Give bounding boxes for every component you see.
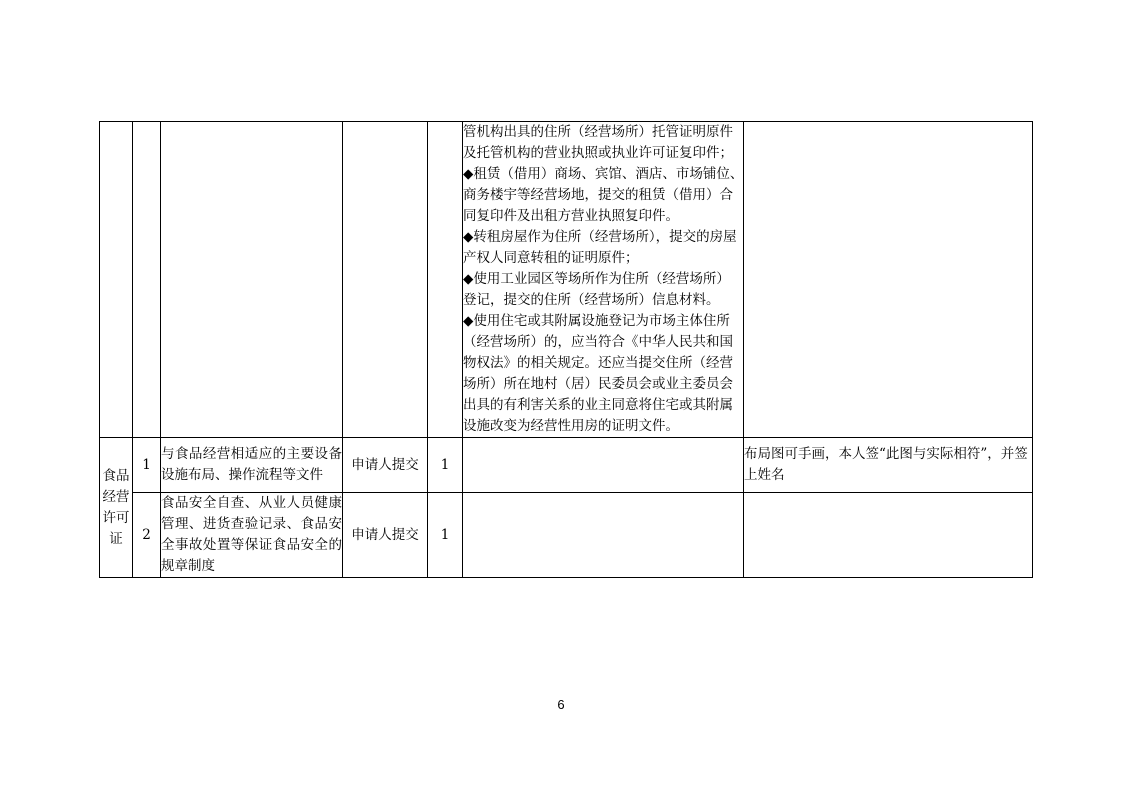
requirement-line: 商务楼宇等经营场地，提交的租赁（借用）合 xyxy=(463,187,733,203)
requirement-line: 产权人同意转租的证明原件； xyxy=(463,250,639,266)
requirement-cell-continued xyxy=(463,122,744,438)
category-cell-empty xyxy=(100,122,133,438)
note-cell-empty xyxy=(744,122,1033,438)
source-cell-empty xyxy=(343,122,428,438)
copy-count: 1 xyxy=(428,493,463,578)
requirement-line: 同复印件及出租方营业执照复印件。 xyxy=(463,208,679,224)
table-row-continued xyxy=(100,122,1033,438)
row-number: 1 xyxy=(133,438,161,493)
requirement-line: 登记，提交的住所（经营场所）信息材料。 xyxy=(463,292,720,308)
count-cell-empty xyxy=(428,122,463,438)
requirement-cell xyxy=(463,438,744,493)
requirement-line: ◆使用住宅或其附属设施登记为市场主体住所 xyxy=(463,313,730,329)
row-number: 2 xyxy=(133,493,161,578)
requirement-line: 设施改变为经营性用房的证明文件。 xyxy=(463,418,679,434)
table-row xyxy=(100,438,1033,493)
category-line: 许可 xyxy=(102,509,130,526)
material-source: 申请人提交 xyxy=(343,438,428,493)
requirement-line: ◆转租房屋作为住所（经营场所），提交的房屋 xyxy=(463,229,737,245)
table-row xyxy=(100,493,1033,578)
requirement-cell xyxy=(463,493,744,578)
material-source: 申请人提交 xyxy=(343,493,428,578)
category-cell xyxy=(100,438,133,578)
note-cell: 布局图可手画，本人签“此图与实际相符”，并签上姓名 xyxy=(744,438,1033,493)
category-line: 证 xyxy=(109,530,123,547)
requirement-line: 场所）所在地村（居）民委员会或业主委员会 xyxy=(463,376,733,392)
requirement-line: （经营场所）的，应当符合《中华人民共和国 xyxy=(463,334,733,350)
note-cell xyxy=(744,493,1033,578)
copy-count: 1 xyxy=(428,438,463,493)
requirement-line: ◆租赁（借用）商场、宾馆、酒店、市场铺位、 xyxy=(463,166,744,182)
materials-table xyxy=(99,121,1033,578)
requirement-line: 及托管机构的营业执照或执业许可证复印件； xyxy=(463,145,733,161)
material-cell-empty xyxy=(161,122,343,438)
requirement-line: 管机构出具的住所（经营场所）托管证明原件 xyxy=(463,124,733,140)
category-line: 经营 xyxy=(102,488,130,505)
requirement-line: ◆使用工业园区等场所作为住所（经营场所） xyxy=(463,271,730,287)
requirement-line: 出具的有利害关系的业主同意将住宅或其附属 xyxy=(463,397,733,413)
material-name: 与食品经营相适应的主要设备设施布局、操作流程等文件 xyxy=(161,438,343,493)
page-number: 6 xyxy=(557,697,565,712)
category-line: 食品 xyxy=(102,467,130,484)
material-name: 食品安全自查、从业人员健康管理、进货查验记录、食品安全事故处置等保证食品安全的规章制度 xyxy=(161,493,343,578)
number-cell-empty xyxy=(133,122,161,438)
requirement-line: 物权法》的相关规定。还应当提交住所（经营 xyxy=(463,355,733,371)
